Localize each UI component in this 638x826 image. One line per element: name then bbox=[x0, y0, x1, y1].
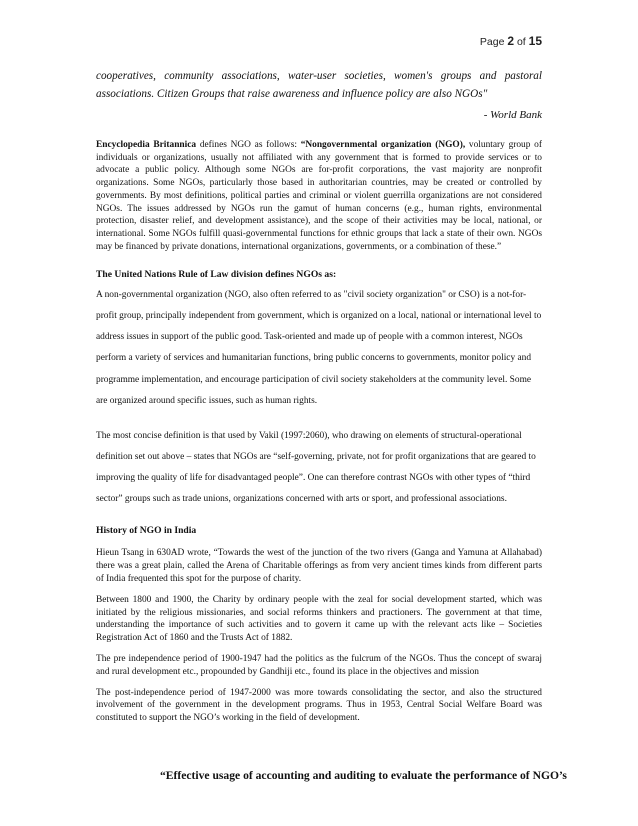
britannica-term: “Nongovernmental organization (NGO), bbox=[300, 139, 466, 150]
document-footer: “Effective usage of accounting and auditing to evaluate the performance of NGO’s bbox=[160, 769, 567, 782]
history-paragraph-3: The pre independence period of 1900-1947 had the politics as the fulcrum of the NGOs. Thus the concept of swaraj and rural development etc., propounded by Gandhiji etc., found its place in the objectives and mission bbox=[96, 653, 542, 677]
world-bank-quote: cooperatives, community associations, water-user societies, women's groups and pastoral associations. Citizen Groups that raise awareness and influence policy are also NGOs" bbox=[96, 70, 542, 100]
britannica-definition bbox=[96, 139, 542, 254]
page-of: of bbox=[516, 36, 526, 48]
page-number bbox=[480, 34, 542, 48]
document-body bbox=[96, 68, 542, 733]
history-paragraph-4: The post-independence period of 1947-2000 was more towards consolidating the sector, and also the structured involvement of the government in the development programs. Thus in 1953, Central Social Welfare Board was constituted to support the NGO’s working in the field of development. bbox=[96, 687, 542, 724]
history-paragraph-2: Between 1800 and 1900, the Charity by ordinary people with the zeal for social development started, which was initiated by the religious missionaries, and social reforms thinkers and practioners. The government at that time, understanding the importance of such activities and to govern it came up with the relevant acts like – Societies Registration Act of 1860 and the Trusts Act of 1882. bbox=[96, 594, 542, 644]
vakil-definition: The most concise definition is that used by Vakil (1997:2060), who drawing on elements of structural-operational definition set out above – states that NGOs are “self-governing, private, not for profit organizations that are geared to improving the quality of life for disadvantaged people”. One can therefore contrast NGOs with other types of “third sector” groups such as trade unions, organizations concerned with arts or sport, and professional associations. bbox=[96, 430, 536, 505]
britannica-intro: defines NGO as follows: bbox=[196, 139, 301, 150]
page-total: 15 bbox=[528, 34, 542, 48]
un-heading: The United Nations Rule of Law division defines NGOs as: bbox=[96, 268, 337, 280]
britannica-source: Encyclopedia Britannica bbox=[96, 139, 197, 150]
page-label: Page bbox=[479, 36, 505, 48]
quote-attribution: - World Bank bbox=[483, 108, 542, 121]
history-paragraph-1: Hieun Tsang in 630AD wrote, “Towards the west of the junction of the two rivers (Ganga and Yamuna at Allahabad) there was a great plain, called the Arena of Charitable offerings as from very ancient times kinds from different parts of India frequented this spot for the purpose of charity. bbox=[96, 548, 542, 585]
un-definition: A non-governmental organization (NGO, also often referred to as "civil society organization" or CSO) is a not-for-profit group, principally independent from government, which is organized on a local, national or international level to address issues in support of the public good. Task-oriented and made up of people with a common interest, NGOs perform a variety of services and humanitarian functions, bring public concerns to governments, monitor policy and programme implementation, and encourage participation of civil society stakeholders at the community level. Some are organized around specific issues, such as human rights. bbox=[96, 289, 542, 406]
history-heading: History of NGO in India bbox=[96, 525, 197, 537]
britannica-text: voluntary group of individuals or organizations, usually not affiliated with any government that is formed to provide services or to advocate a public policy. Although some NGOs are for-profit corporations, the vast majority are nonprofit organizations. Some NGOs, particularly those based in authoritarian countries, may be created or controlled by governments. By most definitions, political parties and criminal or violent guerrilla organizations are not considered NGOs. The issues addressed by NGOs run the gamut of human concerns (e.g., human rights, environmental protection, disaster relief, and development assistance), and the scope of their activities may be local, national, or international. Some NGOs fulfill quasi-governmental functions for ethnic groups that lack a state of their own. NGOs may be financed by private donations, international organizations, governments, or a combination of these.” bbox=[96, 139, 542, 253]
page-current: 2 bbox=[507, 34, 515, 48]
